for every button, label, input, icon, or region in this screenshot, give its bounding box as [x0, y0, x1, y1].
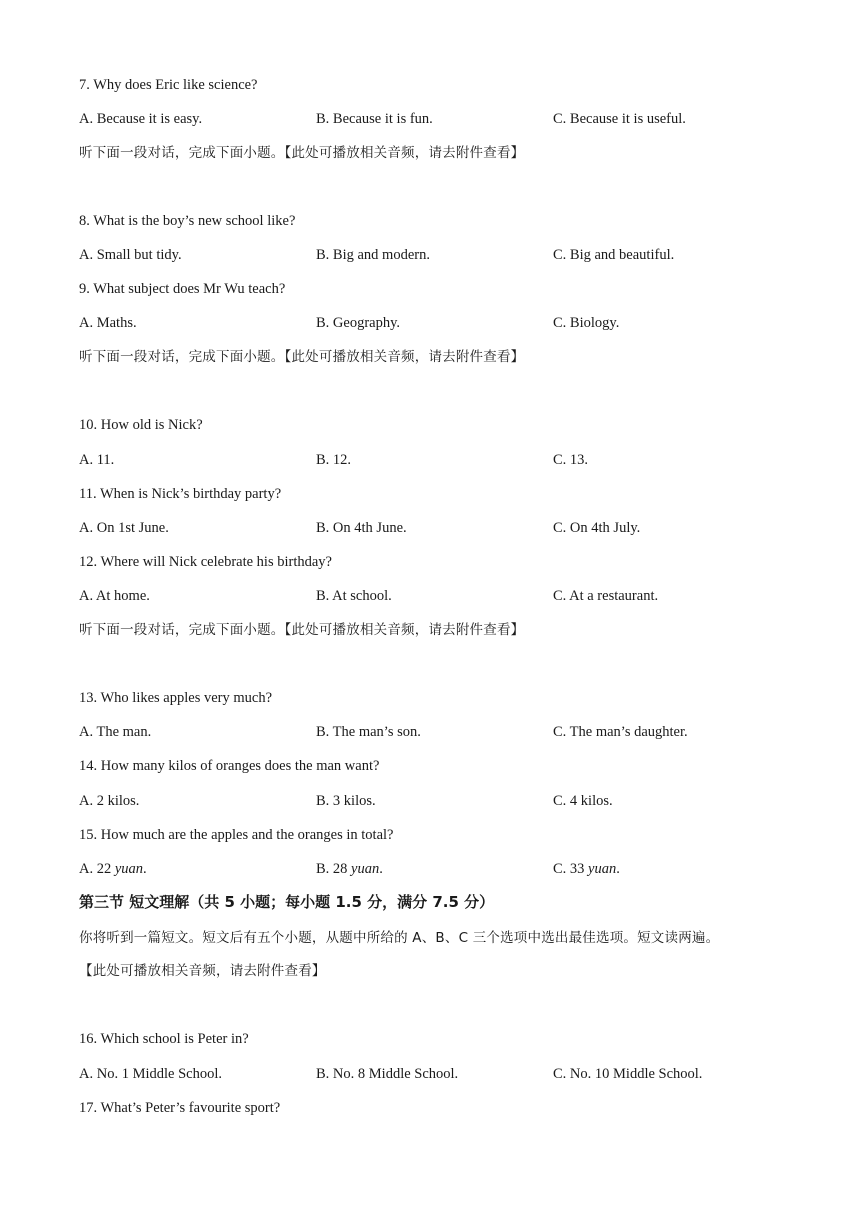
option-8a: A. Small but tidy.	[79, 247, 182, 263]
option-13a: A. The man.	[79, 724, 152, 740]
option-12c: C. At a restaurant.	[553, 588, 659, 604]
option-16c: C. No. 10 Middle School.	[553, 1066, 703, 1082]
section-audio-notice: 【此处可播放相关音频，请去附件查看】	[79, 963, 326, 979]
question-17: 17. What’s Peter’s favourite sport?	[79, 1100, 281, 1116]
option-15c: C. 33 yuan.	[553, 861, 620, 877]
option-8c: C. Big and beautiful.	[553, 247, 675, 263]
section-instruction: 你将听到一篇短文。短文后有五个小题，从题中所给的 A、B、C 三个选项中选出最佳选项。短文读两遍。	[79, 930, 720, 946]
question-9: 9. What subject does Mr Wu teach?	[79, 281, 286, 297]
section-heading: 第三节 短文理解（共 5 小题；每小题 1.5 分，满分 7.5 分）	[79, 893, 495, 911]
option-12a: A. At home.	[79, 588, 150, 604]
audio-notice: 听下面一段对话，完成下面小题。【此处可播放相关音频，请去附件查看】	[79, 349, 525, 365]
option-11c: C. On 4th July.	[553, 520, 641, 536]
question-7: 7. Why does Eric like science?	[79, 77, 258, 93]
option-7c: C. Because it is useful.	[553, 111, 686, 127]
option-15b: B. 28 yuan.	[316, 861, 383, 877]
question-8: 8. What is the boy’s new school like?	[79, 213, 296, 229]
question-14: 14. How many kilos of oranges does the man want?	[79, 758, 380, 774]
option-13b: B. The man’s son.	[316, 724, 421, 740]
option-9a: A. Maths.	[79, 315, 137, 331]
question-15: 15. How much are the apples and the oranges in total?	[79, 827, 394, 843]
option-9c: C. Biology.	[553, 315, 620, 331]
audio-notice: 听下面一段对话，完成下面小题。【此处可播放相关音频，请去附件查看】	[79, 145, 525, 161]
option-7b: B. Because it is fun.	[316, 111, 433, 127]
option-14c: C. 4 kilos.	[553, 793, 613, 809]
option-13c: C. The man’s daughter.	[553, 724, 688, 740]
option-10c: C. 13.	[553, 452, 589, 468]
question-10: 10. How old is Nick?	[79, 417, 203, 433]
question-12: 12. Where will Nick celebrate his birthday?	[79, 554, 332, 570]
question-16: 16. Which school is Peter in?	[79, 1031, 249, 1047]
option-10b: B. 12.	[316, 452, 352, 468]
option-14a: A. 2 kilos.	[79, 793, 140, 809]
option-12b: B. At school.	[316, 588, 392, 604]
question-11: 11. When is Nick’s birthday party?	[79, 486, 282, 502]
option-11b: B. On 4th June.	[316, 520, 407, 536]
option-10a: A. 11.	[79, 452, 115, 468]
question-13: 13. Who likes apples very much?	[79, 690, 273, 706]
option-16b: B. No. 8 Middle School.	[316, 1066, 459, 1082]
option-11a: A. On 1st June.	[79, 520, 169, 536]
audio-notice: 听下面一段对话，完成下面小题。【此处可播放相关音频，请去附件查看】	[79, 622, 525, 638]
option-14b: B. 3 kilos.	[316, 793, 376, 809]
option-16a: A. No. 1 Middle School.	[79, 1066, 222, 1082]
option-7a: A. Because it is easy.	[79, 111, 203, 127]
option-8b: B. Big and modern.	[316, 247, 430, 263]
option-15a: A. 22 yuan.	[79, 861, 147, 877]
option-9b: B. Geography.	[316, 315, 401, 331]
